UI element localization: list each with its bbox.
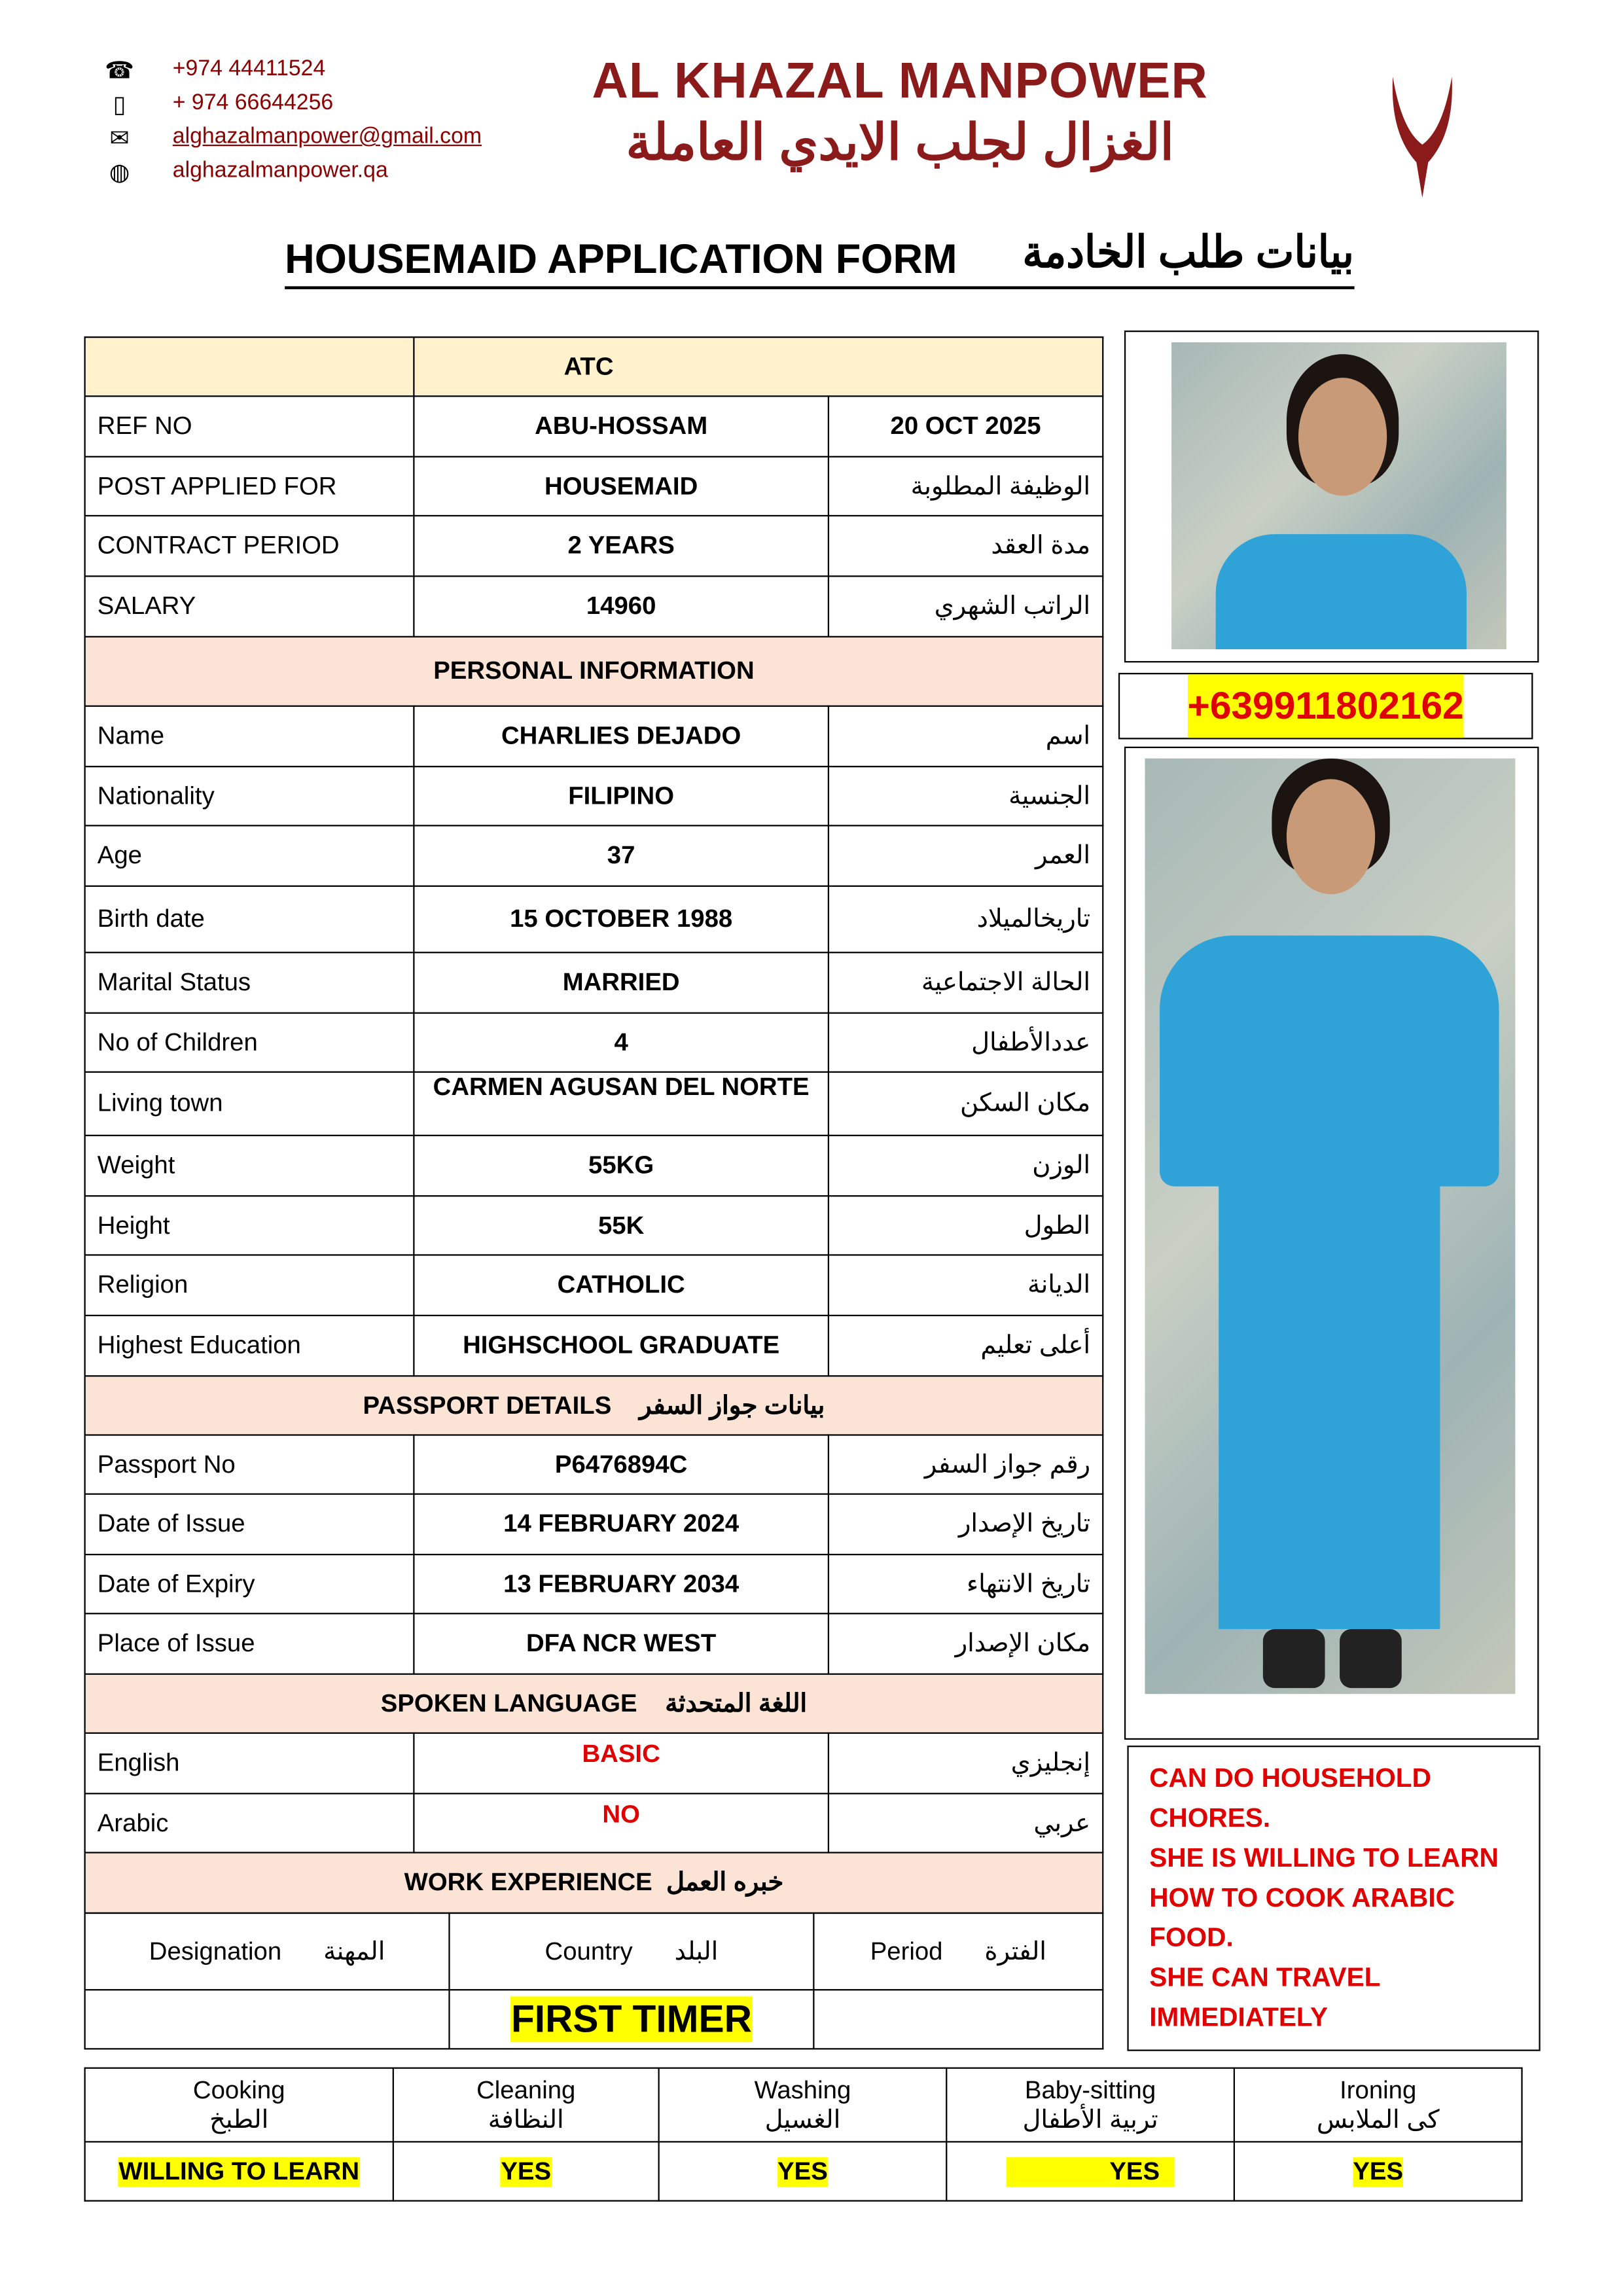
main-info-table bbox=[84, 336, 1104, 1914]
skill-en: Cooking bbox=[192, 2075, 285, 2104]
row-label-arabic: مكان السكن bbox=[829, 1072, 1103, 1136]
ref-date: 20 OCT 2025 bbox=[890, 412, 1041, 440]
row-value: FILIPINO bbox=[568, 781, 675, 810]
section-header-passport bbox=[85, 1376, 1103, 1435]
skill-ar: تربية الأطفال bbox=[1022, 2105, 1158, 2133]
row-label-arabic: عربي bbox=[829, 1793, 1103, 1852]
table-row bbox=[85, 1013, 1103, 1072]
gazelle-logo-icon bbox=[1384, 74, 1461, 201]
work-column-header bbox=[813, 1913, 1103, 1990]
skill-value-cell bbox=[85, 2142, 393, 2200]
note-line: HOW TO COOK ARABIC bbox=[1149, 1882, 1455, 1912]
language-header-ar: اللغة المتحدثة bbox=[665, 1689, 808, 1717]
row-value-cell bbox=[414, 1733, 829, 1793]
work-experience-table bbox=[84, 1912, 1104, 2050]
email-link[interactable]: alghazalmanpower@gmail.com bbox=[172, 124, 482, 149]
mobile-text: + 974 66644256 bbox=[172, 90, 334, 115]
table-row bbox=[85, 1435, 1103, 1494]
row-label-arabic: تاريخالميلاد bbox=[829, 886, 1103, 952]
work-col-ar: المهنة bbox=[323, 1937, 385, 1965]
work-col-en: Designation bbox=[149, 1937, 282, 1965]
table-row bbox=[85, 396, 1103, 456]
row-label-arabic: تاريخ الإصدار bbox=[829, 1494, 1103, 1554]
row-value-cell bbox=[414, 1613, 829, 1674]
row-value: 14960 bbox=[586, 592, 656, 620]
row-label: REF NO bbox=[85, 396, 414, 456]
row-label-arabic: الحالة الاجتماعية bbox=[829, 952, 1103, 1013]
website-link[interactable]: alghazalmanpower.qa bbox=[172, 158, 388, 183]
note-line: CAN DO HOUSEHOLD bbox=[1149, 1763, 1431, 1793]
mobile-phone-icon: ▯ bbox=[113, 93, 126, 118]
section-header-work bbox=[85, 1853, 1103, 1913]
table-row bbox=[85, 1255, 1103, 1315]
row-value: 55KG bbox=[588, 1151, 654, 1179]
row-label-arabic: العمر bbox=[829, 825, 1103, 886]
row-label-arabic: الوظيفة المطلوبة bbox=[829, 457, 1103, 516]
row-label-arabic: عددالأطفال bbox=[829, 1013, 1103, 1072]
skill-ar: النظافة bbox=[488, 2105, 564, 2133]
ref-value: ABU-HOSSAM bbox=[535, 412, 708, 440]
skill-label bbox=[85, 2068, 393, 2142]
candidate-notes bbox=[1127, 1746, 1540, 2051]
skill-en: Baby-sitting bbox=[1024, 2075, 1156, 2104]
form-title-ar: بيانات طلب الخادمة bbox=[1023, 228, 1355, 278]
row-value: 55K bbox=[597, 1210, 645, 1239]
row-value-cell bbox=[414, 766, 829, 825]
row-label-arabic: الديانة bbox=[829, 1255, 1103, 1315]
row-label-arabic: الوزن bbox=[829, 1136, 1103, 1196]
row-value-cell bbox=[414, 1072, 829, 1136]
row-value-cell bbox=[414, 1435, 829, 1494]
row-label: Name bbox=[85, 706, 414, 766]
skill-ar: کی الملابس bbox=[1316, 2105, 1440, 2133]
table-row bbox=[85, 1196, 1103, 1255]
row-label: SALARY bbox=[85, 576, 414, 636]
skill-value: YES bbox=[501, 2157, 551, 2186]
envelope-icon: ✉ bbox=[109, 126, 130, 152]
table-row bbox=[85, 1733, 1103, 1793]
row-label: English bbox=[85, 1733, 414, 1793]
row-label-arabic: مكان الإصدار bbox=[829, 1613, 1103, 1674]
language-header-en: SPOKEN LANGUAGE bbox=[380, 1689, 637, 1717]
skill-value: WILLING TO LEARN bbox=[118, 2157, 359, 2186]
row-value: P6476894C bbox=[554, 1450, 688, 1478]
skill-ar: الطبخ bbox=[209, 2105, 269, 2133]
row-value: CHARLIES DEJADO bbox=[501, 721, 741, 750]
row-value-cell bbox=[414, 886, 829, 952]
note-line: SHE CAN TRAVEL bbox=[1149, 1962, 1381, 1992]
skill-label bbox=[393, 2068, 659, 2142]
row-value: 4 bbox=[614, 1028, 628, 1056]
company-name-ar: الغزال لجلب الايدي العاملة bbox=[626, 115, 1174, 171]
full-body-photo bbox=[1145, 759, 1515, 1694]
row-value: DFA NCR WEST bbox=[526, 1628, 717, 1657]
skill-value-cell bbox=[659, 2142, 947, 2200]
row-value: HIGHSCHOOL GRADUATE bbox=[463, 1331, 780, 1359]
skill-en: Cleaning bbox=[476, 2075, 576, 2104]
table-row bbox=[85, 825, 1103, 886]
row-label: Date of Issue bbox=[85, 1494, 414, 1554]
table-row bbox=[85, 706, 1103, 766]
row-value-cell bbox=[414, 825, 829, 886]
row-value: HOUSEMAID bbox=[544, 471, 698, 500]
row-label: Passport No bbox=[85, 1435, 414, 1494]
row-label: Religion bbox=[85, 1255, 414, 1315]
table-row bbox=[85, 576, 1103, 636]
row-value-cell bbox=[414, 1255, 829, 1315]
row-label: Nationality bbox=[85, 766, 414, 825]
row-value: 15 OCTOBER 1988 bbox=[510, 905, 733, 933]
skill-label bbox=[659, 2068, 947, 2142]
row-label: POST APPLIED FOR bbox=[85, 457, 414, 516]
skill-label bbox=[946, 2068, 1234, 2142]
skill-en: Washing bbox=[754, 2075, 851, 2104]
work-experience-value: FIRST TIMER bbox=[511, 1996, 752, 2042]
row-value-cell bbox=[414, 1196, 829, 1255]
row-label: Marital Status bbox=[85, 952, 414, 1013]
section-header-language bbox=[85, 1674, 1103, 1733]
work-header-en: WORK EXPERIENCE bbox=[404, 1868, 652, 1897]
work-column-header bbox=[449, 1913, 813, 1990]
row-value-cell bbox=[414, 1013, 829, 1072]
work-header-ar: خبره العمل bbox=[666, 1868, 784, 1897]
row-value-cell bbox=[414, 576, 829, 636]
skill-value: YES bbox=[1353, 2157, 1403, 2186]
photo-frame-portrait bbox=[1124, 331, 1539, 662]
photo-frame-full bbox=[1124, 747, 1539, 1740]
phone-text: +974 44411524 bbox=[172, 56, 326, 81]
portrait-photo bbox=[1171, 342, 1507, 649]
skill-value-cell bbox=[393, 2142, 659, 2200]
telephone-icon: ☎ bbox=[105, 59, 135, 84]
table-row bbox=[85, 1554, 1103, 1613]
passport-header-ar: بيانات جواز السفر bbox=[639, 1390, 825, 1419]
section-header-personal: PERSONAL INFORMATION bbox=[85, 637, 1103, 706]
row-label: Place of Issue bbox=[85, 1613, 414, 1674]
row-label-arabic: اسم bbox=[829, 706, 1103, 766]
globe-icon: ◍ bbox=[109, 160, 130, 187]
row-value-cell bbox=[414, 706, 829, 766]
row-value-cell bbox=[414, 952, 829, 1013]
row-label: Highest Education bbox=[85, 1316, 414, 1376]
row-value-cell bbox=[414, 1554, 829, 1613]
passport-header-en: PASSPORT DETAILS bbox=[363, 1390, 612, 1419]
row-value: 2 YEARS bbox=[567, 531, 675, 560]
row-value: 37 bbox=[607, 841, 635, 869]
row-label: Date of Expiry bbox=[85, 1554, 414, 1613]
candidate-phone: +639911802162 bbox=[1188, 674, 1464, 738]
row-value-cell bbox=[414, 516, 829, 576]
work-col-ar: الفترة bbox=[984, 1937, 1046, 1965]
work-col-en: Period bbox=[870, 1937, 943, 1965]
skills-table bbox=[84, 2068, 1523, 2202]
note-line: FOOD. bbox=[1149, 1922, 1234, 1952]
row-value: BASIC bbox=[582, 1740, 660, 1768]
row-label: Height bbox=[85, 1196, 414, 1255]
row-value: MARRIED bbox=[562, 967, 680, 996]
row-value-cell bbox=[414, 1316, 829, 1376]
table-row bbox=[85, 1613, 1103, 1674]
row-label-arabic: إنجليزي bbox=[829, 1733, 1103, 1793]
row-value: CATHOLIC bbox=[557, 1270, 685, 1299]
skill-label bbox=[1234, 2068, 1522, 2142]
skill-en: Ironing bbox=[1340, 2075, 1417, 2104]
row-label-arabic: الراتب الشهري bbox=[829, 576, 1103, 636]
skill-ar: الغسيل bbox=[764, 2105, 841, 2133]
row-label: Living town bbox=[85, 1072, 414, 1136]
table-row bbox=[85, 1793, 1103, 1852]
work-col-en: Country bbox=[544, 1937, 633, 1965]
company-name bbox=[575, 53, 1224, 173]
row-label-arabic: الطول bbox=[829, 1196, 1103, 1255]
row-value-cell bbox=[414, 1793, 829, 1852]
note-line: SHE IS WILLING TO LEARN bbox=[1149, 1842, 1499, 1873]
company-name-en: AL KHAZAL MANPOWER bbox=[592, 53, 1209, 109]
row-label-arabic: الجنسية bbox=[829, 766, 1103, 825]
note-line: IMMEDIATELY bbox=[1149, 2002, 1329, 2032]
row-label: Birth date bbox=[85, 886, 414, 952]
row-value: 14 FEBRUARY 2024 bbox=[503, 1509, 740, 1538]
table-row bbox=[85, 886, 1103, 952]
table-row bbox=[85, 1072, 1103, 1136]
table-row bbox=[85, 766, 1103, 825]
row-label-arabic: تاريخ الانتهاء bbox=[829, 1554, 1103, 1613]
row-value-cell bbox=[414, 457, 829, 516]
table-row bbox=[85, 1494, 1103, 1554]
skill-value-cell bbox=[946, 2142, 1234, 2200]
atc-header: ATC bbox=[414, 337, 1103, 396]
row-value: NO bbox=[602, 1800, 640, 1829]
row-label-arabic: أعلى تعليم bbox=[829, 1316, 1103, 1376]
contact-phone-box bbox=[1118, 673, 1533, 739]
row-label: Weight bbox=[85, 1136, 414, 1196]
contact-block bbox=[100, 56, 543, 192]
row-value: 13 FEBRUARY 2034 bbox=[503, 1569, 740, 1598]
work-column-header bbox=[85, 1913, 450, 1990]
row-value: CARMEN AGUSAN DEL NORTE bbox=[433, 1073, 810, 1101]
row-label-arabic: رقم جواز السفر bbox=[829, 1435, 1103, 1494]
row-label: CONTRACT PERIOD bbox=[85, 516, 414, 576]
form-title bbox=[285, 228, 1355, 289]
table-row bbox=[85, 952, 1103, 1013]
row-label-arabic: مدة العقد bbox=[829, 516, 1103, 576]
note-line: CHORES. bbox=[1149, 1803, 1271, 1833]
table-row bbox=[85, 457, 1103, 516]
form-title-en: HOUSEMAID APPLICATION FORM bbox=[285, 236, 957, 282]
table-row bbox=[85, 1136, 1103, 1196]
row-label: No of Children bbox=[85, 1013, 414, 1072]
row-label: Age bbox=[85, 825, 414, 886]
table-row bbox=[85, 516, 1103, 576]
row-value-cell bbox=[414, 1136, 829, 1196]
row-label: Arabic bbox=[85, 1793, 414, 1852]
skill-value: YES bbox=[1007, 2157, 1175, 2186]
table-row bbox=[85, 1316, 1103, 1376]
row-value-cell bbox=[414, 1494, 829, 1554]
work-col-ar: البلد bbox=[674, 1937, 719, 1965]
skill-value: YES bbox=[777, 2157, 828, 2186]
skill-value-cell bbox=[1234, 2142, 1522, 2200]
